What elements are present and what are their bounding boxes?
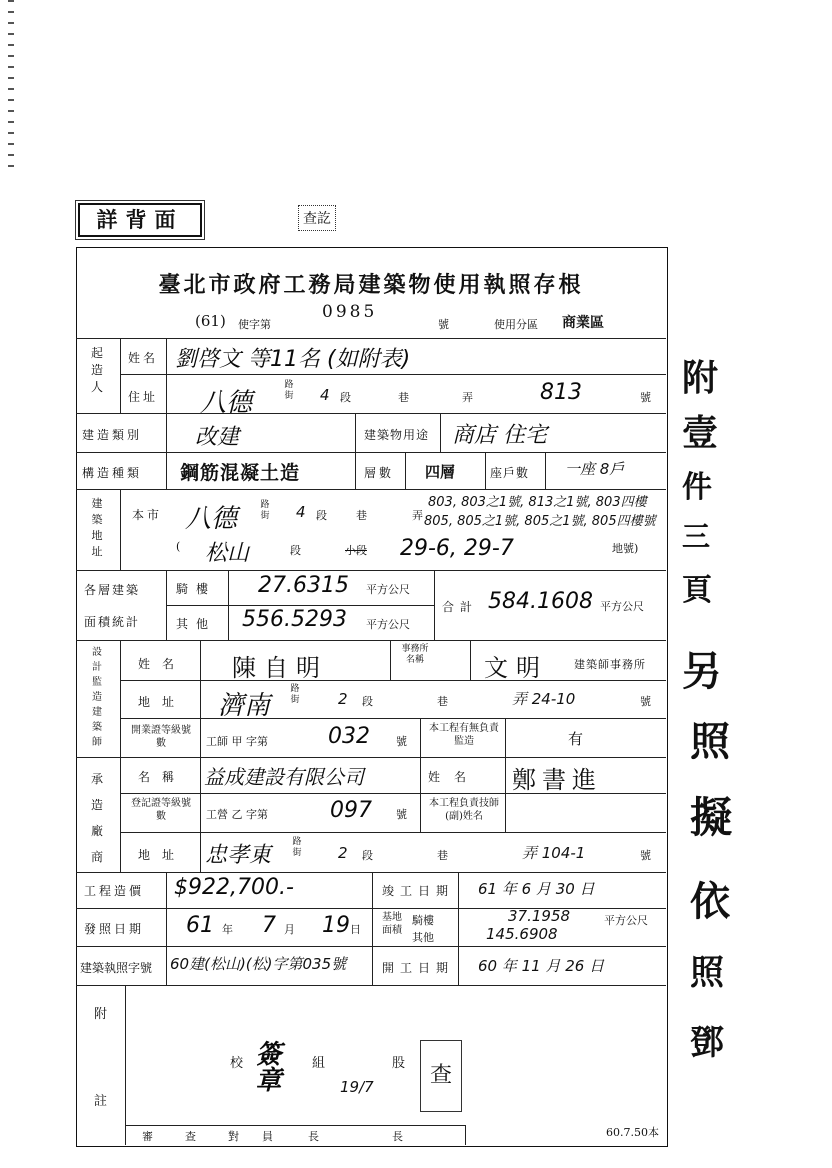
designer-lane-unit: 巷 <box>437 695 448 708</box>
rule <box>120 832 666 833</box>
form-code: 60.7.50本 <box>606 1126 659 1139</box>
rule <box>76 985 666 986</box>
approval-signature: 簽章 <box>251 1040 281 1092</box>
rule <box>76 946 666 947</box>
margin-char: 件 <box>682 470 712 505</box>
designer-name-value: 陳自明 <box>232 654 328 682</box>
approval-row-label-1: 校 <box>230 1056 244 1071</box>
other-value: 556.5293 <box>242 607 347 632</box>
designer-license-label: 開業證等級號數 <box>131 725 191 749</box>
rule <box>372 872 373 985</box>
permit-prefix: 使字第 <box>238 318 271 331</box>
contractor-number-unit: 號 <box>640 849 651 862</box>
rule <box>120 718 666 719</box>
designer-responsible-label: 本工程有無負責監造 <box>429 723 499 747</box>
designer-road-unit: 路街 <box>290 684 300 705</box>
rule <box>125 1125 465 1126</box>
building-type-value: 改建 <box>195 425 240 450</box>
site-alley-unit: 弄 <box>412 509 423 522</box>
total-label: 合計 <box>442 600 479 614</box>
rule <box>470 640 471 680</box>
rule <box>434 570 435 640</box>
applicant-alley-unit: 弄 <box>462 391 473 404</box>
rule <box>166 338 167 413</box>
building-use-label: 建築物用途 <box>364 428 430 442</box>
approval-bottom-label-4: 員 <box>262 1130 273 1143</box>
rule <box>120 757 121 872</box>
arcade-unit: 平方公尺 <box>366 583 410 596</box>
approval-stamp: 查 <box>420 1040 462 1112</box>
issue-label: 發照日期 <box>84 922 145 936</box>
site-arcade-label: 騎樓 <box>412 914 434 927</box>
rule <box>125 985 126 1145</box>
site-road: 八德 <box>185 504 238 534</box>
rule <box>505 718 506 757</box>
permit-suffix: 號 <box>438 318 449 331</box>
site-numbers-line2: 805, 805之1號, 805之1號, 805四樓號 <box>424 514 656 529</box>
approval-row-label-3: 股 <box>392 1056 406 1071</box>
rule <box>440 413 441 452</box>
arcade-label: 騎樓 <box>176 582 217 596</box>
rule <box>120 489 121 570</box>
applicant-number: 813 <box>540 380 582 405</box>
margin-char: 另 <box>682 648 722 695</box>
lot-small-section: 小段 <box>345 544 367 557</box>
permit-number: 0985 <box>322 302 378 322</box>
notes-label-top: 附 <box>94 1007 108 1022</box>
permit-no-value: 60建(松山)(松)字第035號 <box>170 955 347 973</box>
checked-stamp: 查訖 <box>298 205 336 231</box>
rule <box>545 452 546 489</box>
issue-day: 19 <box>322 913 350 938</box>
completion-value: 61 年 6 月 30 日 <box>478 880 595 898</box>
rule <box>120 374 666 375</box>
rule <box>120 680 666 681</box>
approval-row-label-2: 組 <box>312 1056 326 1071</box>
households-label: 座戶數 <box>490 466 530 480</box>
approval-bottom-label-2: 查 <box>185 1130 196 1143</box>
rule <box>420 757 421 832</box>
rule <box>166 605 434 606</box>
rule <box>420 718 421 757</box>
margin-char: 照 <box>690 718 730 765</box>
rule <box>355 413 356 489</box>
site-section-no: 4 <box>296 503 306 521</box>
margin-char: 頁 <box>682 573 712 608</box>
completion-label: 竣工日期 <box>382 884 455 898</box>
approval-bottom-label-3: 對 <box>228 1130 239 1143</box>
rule <box>76 908 666 909</box>
applicant-road: 八德 <box>200 388 253 418</box>
rule <box>76 338 666 339</box>
cost-label: 工程造價 <box>84 884 145 898</box>
contractor-name-value: 益成建設有限公司 <box>204 765 364 789</box>
site-other-label: 其他 <box>412 931 434 944</box>
floors-value: 四層 <box>425 463 456 481</box>
lot-open: ( <box>176 540 181 553</box>
rule <box>166 413 167 489</box>
contractor-name-label: 名稱 <box>138 770 187 784</box>
approval-bottom-label-6: 長 <box>392 1130 403 1143</box>
approval-date: 19/7 <box>340 1078 374 1096</box>
lot-numbers: 29-6, 29-7 <box>400 536 514 561</box>
margin-char: 依 <box>690 878 730 925</box>
designer-office-suffix: 建築師事務所 <box>574 658 646 671</box>
rule <box>458 872 459 985</box>
applicant-address-label: 住址 <box>128 390 159 404</box>
contractor-address-label: 地址 <box>138 848 187 862</box>
site-section-unit: 段 <box>316 509 327 522</box>
rule <box>485 452 486 489</box>
lot-section-unit: 段 <box>290 544 301 557</box>
area-label-1: 各層建築 <box>84 583 141 597</box>
applicant-section-unit: 段 <box>340 391 351 404</box>
structure-label: 構造種類 <box>82 466 143 480</box>
lot-close: 地號) <box>612 542 639 555</box>
site-arcade-value: 37.1958 <box>508 907 571 925</box>
issue-day-unit: 日 <box>350 923 361 936</box>
designer-alley-value: 弄 24-10 <box>512 690 576 708</box>
contractor-registration-no: 097 <box>330 798 372 823</box>
contractor-registration-label: 登記證等級號數 <box>131 798 191 822</box>
issue-year-unit: 年 <box>222 923 233 936</box>
zone-label: 使用分區 <box>494 318 538 331</box>
applicant-number-unit: 號 <box>640 391 651 404</box>
rule <box>166 872 167 985</box>
start-value: 60 年 11 月 26 日 <box>478 957 605 975</box>
lot-section: 松山 <box>205 541 250 566</box>
margin-char: 壹 <box>682 412 719 454</box>
issue-month-unit: 月 <box>284 923 295 936</box>
rule <box>228 570 229 640</box>
applicant-section-label: 起造人 <box>90 346 103 394</box>
designer-section-label: 設計監造建築師 <box>92 647 102 748</box>
building-use-value: 商店 住宅 <box>452 423 547 448</box>
rule <box>200 757 201 872</box>
form-title: 臺北市政府工務局建築物使用執照存根 <box>158 272 584 298</box>
contractor-road: 忠孝東 <box>205 843 272 868</box>
scan-edge-marks <box>8 0 14 170</box>
site-area-label: 基地面積 <box>382 912 402 936</box>
margin-char: 附 <box>682 357 719 399</box>
applicant-section-no: 4 <box>320 386 330 404</box>
contractor-registration-value: 工營 乙 字第 <box>206 808 268 821</box>
site-road-unit: 路街 <box>260 500 270 521</box>
contractor-section-unit: 段 <box>362 849 373 862</box>
approval-bottom-label-1: 審 <box>142 1130 153 1143</box>
designer-address-label: 地址 <box>138 695 187 709</box>
margin-char: 擬 <box>690 793 733 842</box>
floors-label: 層數 <box>364 466 395 480</box>
contractor-alley-value: 弄 104-1 <box>522 844 586 862</box>
contractor-registration-unit: 號 <box>396 808 407 821</box>
rule <box>76 872 666 873</box>
applicant-road-unit: 路街 <box>284 380 294 401</box>
start-label: 開工日期 <box>382 961 455 975</box>
rule <box>76 489 666 490</box>
building-type-label: 建造類別 <box>82 428 143 442</box>
designer-name-label: 姓名 <box>138 657 187 671</box>
rule <box>76 640 666 641</box>
detail-reverse-stamp: 詳背面 <box>78 203 202 237</box>
area-label-2: 面積統計 <box>84 615 141 629</box>
site-other-value: 145.6908 <box>486 925 558 943</box>
total-unit: 平方公尺 <box>600 600 644 613</box>
rule <box>120 640 121 757</box>
margin-char: 三 <box>682 520 711 553</box>
contractor-person-label: 姓名 <box>428 770 481 784</box>
rule <box>405 452 406 489</box>
other-unit: 平方公尺 <box>366 618 410 631</box>
contractor-engineer-label: 本工程負責技師(副)姓名 <box>429 798 499 822</box>
arcade-value: 27.6315 <box>258 573 349 598</box>
designer-road: 濟南 <box>218 691 271 721</box>
rule <box>76 757 666 758</box>
designer-number-unit: 號 <box>640 695 651 708</box>
designer-office-value: 文明 <box>484 654 548 682</box>
rule <box>505 757 506 832</box>
site-area-unit: 平方公尺 <box>604 914 648 927</box>
designer-section-no: 2 <box>338 690 348 708</box>
contractor-section-no: 2 <box>338 844 348 862</box>
designer-responsible-value: 有 <box>568 730 584 748</box>
rule <box>166 570 167 640</box>
margin-char: 鄧 <box>690 1023 724 1063</box>
margin-char: 照 <box>690 953 724 993</box>
site-city-label: 本市 <box>132 508 163 522</box>
contractor-person-value: 鄭書進 <box>512 766 602 794</box>
applicant-name-value: 劉啓文 等11名 (如附表) <box>175 347 411 372</box>
site-lane-unit: 巷 <box>356 509 367 522</box>
rule <box>465 1125 466 1145</box>
designer-license-unit: 號 <box>396 735 407 748</box>
site-numbers-line1: 803, 803之1號, 813之1號, 803四樓 <box>428 495 647 510</box>
rule <box>76 452 666 453</box>
structure-value: 鋼筋混凝土造 <box>180 462 301 484</box>
other-label: 其他 <box>176 617 217 631</box>
total-value: 584.1608 <box>488 589 593 614</box>
rule <box>76 570 666 571</box>
site-section-label: 建築地址 <box>91 497 103 558</box>
rule <box>200 640 201 757</box>
designer-license-no: 032 <box>328 724 370 749</box>
contractor-road-unit: 路街 <box>292 837 302 858</box>
approval-bottom-label-5: 長 <box>308 1130 319 1143</box>
contractor-section-label: 承造廠商 <box>90 772 103 864</box>
designer-office-label: 事務所名稱 <box>401 644 429 665</box>
applicant-lane-unit: 巷 <box>398 391 409 404</box>
applicant-name-label: 姓名 <box>128 351 159 365</box>
rule <box>76 413 666 414</box>
households-value: 一座 8戶 <box>565 460 625 478</box>
cost-value: $922,700.- <box>174 875 294 900</box>
issue-year: 61 <box>186 913 214 938</box>
rule <box>120 338 121 413</box>
designer-license-value: 工師 甲 字第 <box>206 735 268 748</box>
issue-month: 7 <box>262 913 276 938</box>
designer-section-unit: 段 <box>362 695 373 708</box>
contractor-lane-unit: 巷 <box>437 849 448 862</box>
notes-label-bottom: 註 <box>94 1094 108 1109</box>
permit-year: (61) <box>195 312 226 330</box>
rule <box>390 640 391 680</box>
permit-no-label: 建築執照字號 <box>80 961 153 975</box>
zone-value: 商業區 <box>562 315 604 331</box>
